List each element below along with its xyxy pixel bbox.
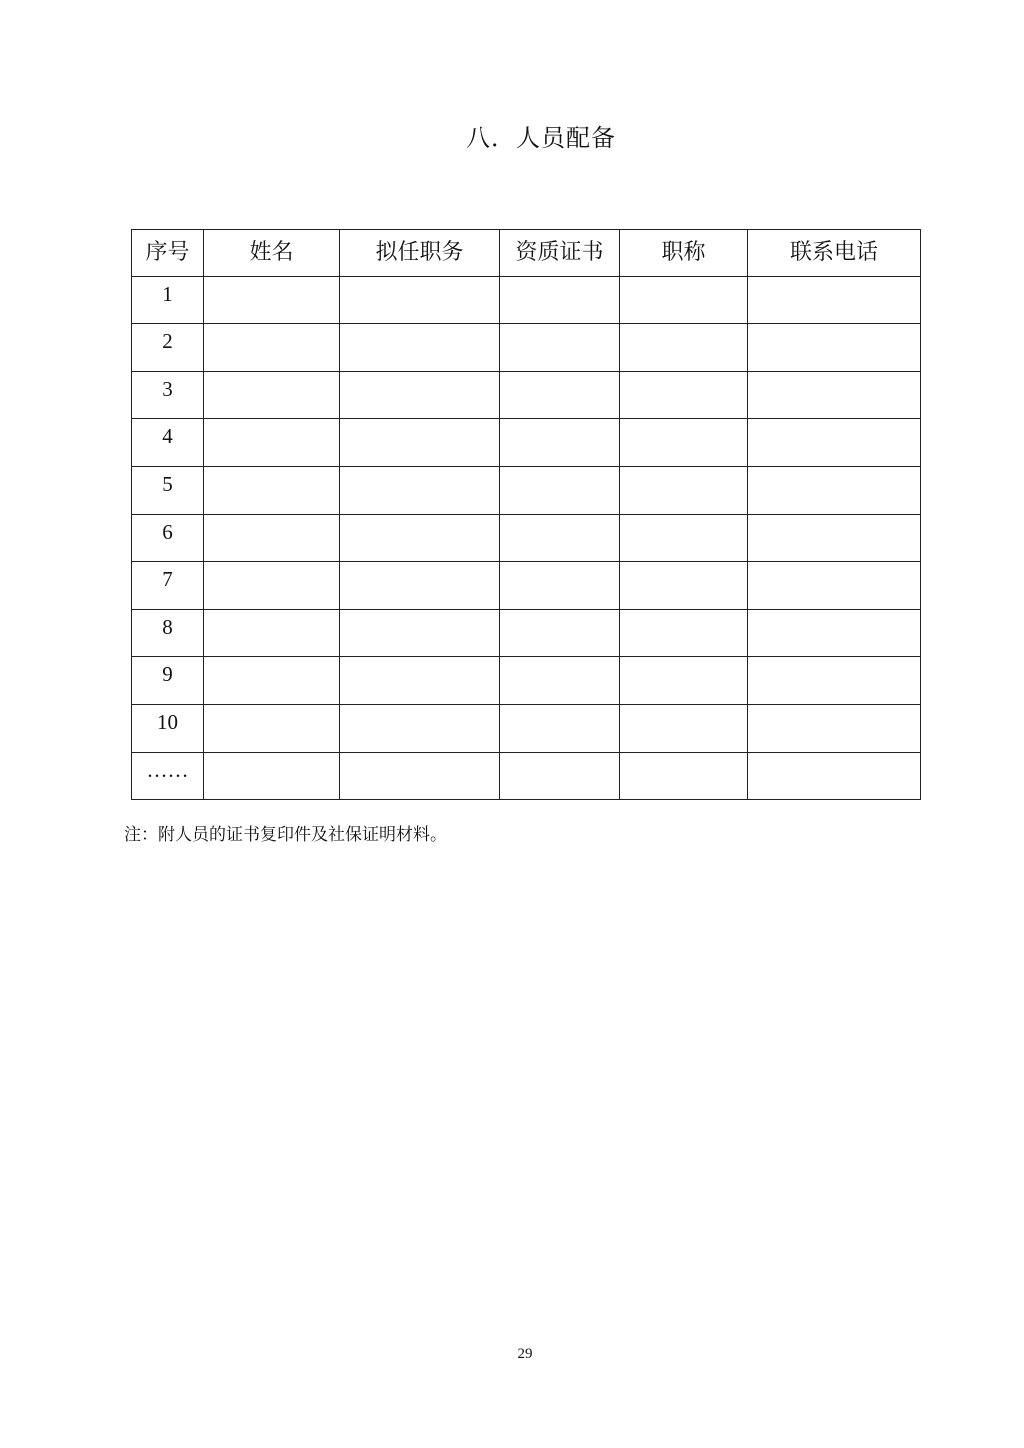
row-index: 10 <box>132 704 204 752</box>
cell-title <box>620 562 748 610</box>
cell-position <box>340 466 500 514</box>
row-index: …… <box>132 752 204 800</box>
cell-phone <box>748 752 921 800</box>
row-index: 3 <box>132 371 204 419</box>
table-row <box>132 704 921 752</box>
table-row <box>132 514 921 562</box>
table-row <box>132 371 921 419</box>
cell-position <box>340 276 500 324</box>
header-title: 职称 <box>620 230 748 277</box>
row-index: 1 <box>132 276 204 324</box>
cell-certificate <box>500 657 620 705</box>
cell-name <box>204 514 340 562</box>
table-row <box>132 752 921 800</box>
cell-position <box>340 324 500 372</box>
cell-name <box>204 562 340 610</box>
row-index: 6 <box>132 514 204 562</box>
row-index: 8 <box>132 609 204 657</box>
cell-title <box>620 324 748 372</box>
row-index: 4 <box>132 419 204 467</box>
cell-certificate <box>500 466 620 514</box>
page-number: 29 <box>517 1346 533 1362</box>
table-row <box>132 562 921 610</box>
table-row <box>132 466 921 514</box>
cell-certificate <box>500 562 620 610</box>
note-text: 注：附人员的证书复印件及社保证明材料。 <box>124 825 447 845</box>
cell-phone <box>748 657 921 705</box>
cell-phone <box>748 371 921 419</box>
staff-table <box>131 229 921 800</box>
cell-phone <box>748 276 921 324</box>
cell-title <box>620 419 748 467</box>
cell-certificate <box>500 514 620 562</box>
table-row <box>132 609 921 657</box>
cell-certificate <box>500 419 620 467</box>
cell-name <box>204 419 340 467</box>
row-index: 7 <box>132 562 204 610</box>
header-index: 序号 <box>132 230 204 277</box>
cell-certificate <box>500 371 620 419</box>
table-row <box>132 324 921 372</box>
cell-phone <box>748 514 921 562</box>
table-header-row <box>132 230 921 277</box>
cell-phone <box>748 324 921 372</box>
cell-title <box>620 514 748 562</box>
cell-certificate <box>500 276 620 324</box>
row-index: 2 <box>132 324 204 372</box>
page-title: 八．人员配备 <box>466 124 616 152</box>
cell-name <box>204 657 340 705</box>
cell-name <box>204 609 340 657</box>
cell-name <box>204 276 340 324</box>
cell-position <box>340 562 500 610</box>
cell-certificate <box>500 609 620 657</box>
row-index: 9 <box>132 657 204 705</box>
cell-name <box>204 371 340 419</box>
cell-phone <box>748 704 921 752</box>
cell-position <box>340 609 500 657</box>
row-index: 5 <box>132 466 204 514</box>
cell-phone <box>748 562 921 610</box>
table-row <box>132 657 921 705</box>
cell-name <box>204 324 340 372</box>
header-position: 拟任职务 <box>340 230 500 277</box>
cell-title <box>620 609 748 657</box>
cell-certificate <box>500 704 620 752</box>
cell-position <box>340 419 500 467</box>
header-certificate: 资质证书 <box>500 230 620 277</box>
cell-position <box>340 704 500 752</box>
cell-name <box>204 466 340 514</box>
cell-phone <box>748 466 921 514</box>
cell-title <box>620 466 748 514</box>
cell-position <box>340 371 500 419</box>
cell-phone <box>748 419 921 467</box>
header-phone: 联系电话 <box>748 230 921 277</box>
cell-certificate <box>500 324 620 372</box>
cell-name <box>204 704 340 752</box>
cell-title <box>620 704 748 752</box>
cell-title <box>620 657 748 705</box>
cell-position <box>340 752 500 800</box>
header-name: 姓名 <box>204 230 340 277</box>
table-row <box>132 419 921 467</box>
cell-name <box>204 752 340 800</box>
cell-title <box>620 752 748 800</box>
table-row <box>132 276 921 324</box>
cell-title <box>620 276 748 324</box>
cell-position <box>340 514 500 562</box>
cell-phone <box>748 609 921 657</box>
cell-position <box>340 657 500 705</box>
cell-certificate <box>500 752 620 800</box>
cell-title <box>620 371 748 419</box>
